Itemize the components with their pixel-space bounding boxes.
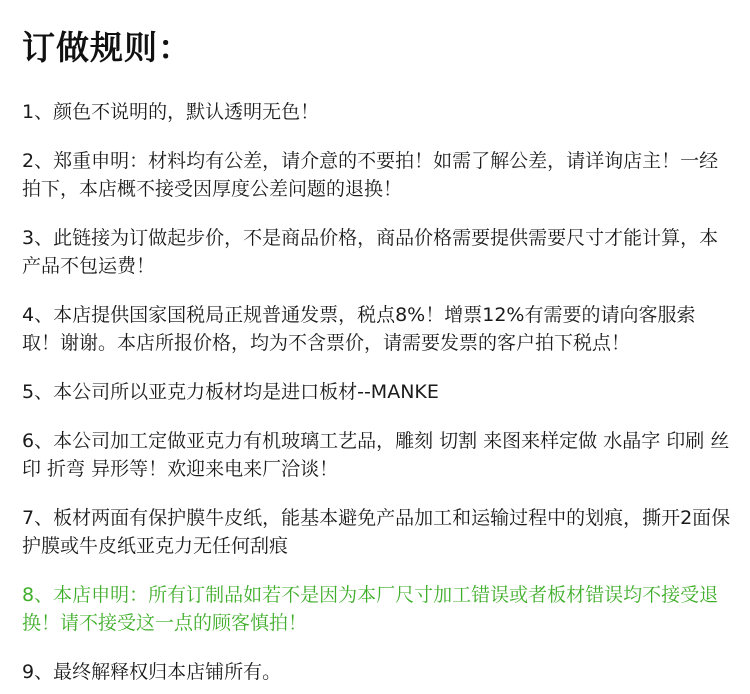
rule-item-6: 6、本公司加工定做亚克力有机玻璃工艺品，雕刻 切割 来图来样定做 水晶字 印刷 丝印 折弯 异形等！欢迎来电来厂洽谈！ xyxy=(22,430,730,480)
rule-item-1: 1、颜色不说明的，默认透明无色！ xyxy=(22,101,320,123)
rule-item-2: 2、郑重申明：材料均有公差，请介意的不要拍！如需了解公差，请详询店主！一经拍下，本店概不接受因厚度公差问题的退换！ xyxy=(22,150,719,200)
rules-list xyxy=(22,98,732,686)
rule-item-7: 7、板材两面有保护膜牛皮纸，能基本避免产品加工和运输过程中的划痕，撕开2面保护膜或牛皮纸亚克力无任何刮痕 xyxy=(22,507,731,557)
page-title: 订做规则： xyxy=(22,28,192,67)
rule-item-5: 5、本公司所以亚克力板材均是进口板材--MANKE xyxy=(22,381,439,403)
rule-item-3: 3、此链接为订做起步价，不是商品价格，商品价格需要提供需要尺寸才能计算，本产品不包运费！ xyxy=(22,227,719,277)
rule-item-8-notice: 8、本店申明：所有订制品如若不是因为本厂尺寸加工错误或者板材错误均不接受退换！请不接受这一点的顾客慎拍！ xyxy=(22,584,719,634)
rule-item-9: 9、最终解释权归本店铺所有。 xyxy=(22,661,282,683)
rule-item-4: 4、本店提供国家国税局正规普通发票，税点8%！增票12%有需要的请向客服索取！谢谢。本店所报价格，均为不含票价，请需要发票的客户拍下税点！ xyxy=(22,304,696,354)
